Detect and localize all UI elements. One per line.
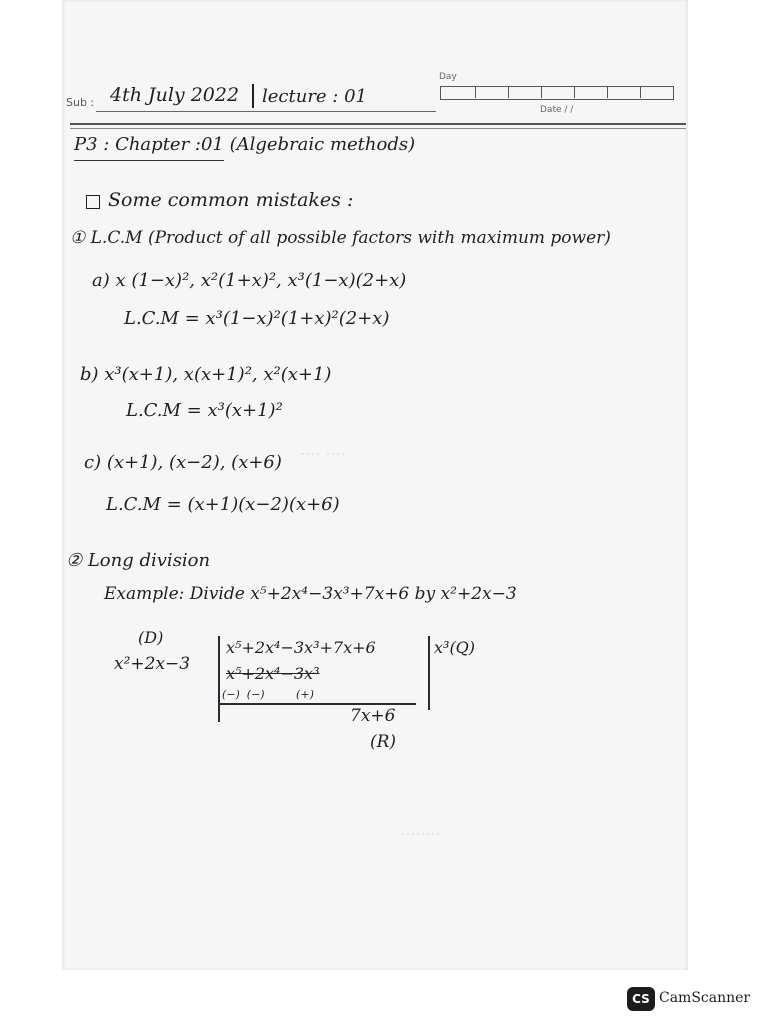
lecture-date: 4th July 2022 (110, 84, 240, 106)
subject-label: Sub : (66, 96, 95, 109)
day-box-divider (640, 86, 641, 98)
divisor: x²+2x−3 (114, 654, 191, 674)
division-right-bar (428, 636, 430, 710)
date-label: Date / / (540, 105, 574, 115)
day-box-divider (607, 86, 608, 98)
header-divider (252, 84, 254, 108)
day-box-divider (574, 86, 575, 98)
lcm-a-result: L.C.M = x³(1−x)²(1+x)²(2+x) (124, 308, 390, 329)
lcm-a-expression: a) x (1−x)², x²(1+x)², x³(1−x)(2+x) (92, 270, 407, 291)
division-left-bar (218, 636, 220, 722)
camscanner-brand: CamScanner (659, 990, 751, 1006)
day-box-divider (508, 86, 509, 98)
bleed-through-text: ........ (400, 820, 441, 839)
section-heading: Some common mistakes : (108, 189, 354, 211)
subtracted-terms: x⁵+2x⁴−3x³ (226, 664, 320, 683)
day-label: Day (439, 72, 457, 82)
lcm-b-result: L.C.M = x³(x+1)² (126, 400, 283, 421)
checkbox-icon (86, 195, 100, 209)
lcm-c-expression: c) (x+1), (x−2), (x+6) (84, 452, 282, 473)
long-division-example: Example: Divide x⁵+2x⁴−3x³+7x+6 by x²+2x−3 (104, 584, 517, 604)
chapter-underline (74, 160, 224, 161)
bleed-through-text: .... .... (300, 440, 346, 459)
header-rule (70, 128, 686, 129)
divisor-tag: (D) (138, 628, 164, 647)
lcm-c-result: L.C.M = (x+1)(x−2)(x+6) (106, 494, 340, 515)
division-underline (220, 703, 416, 705)
chapter-title: P3 : Chapter :01 (Algebraic methods) (74, 134, 416, 155)
subject-underline (96, 111, 436, 112)
remainder-tag: (R) (370, 732, 397, 752)
remainder: 7x+6 (350, 706, 396, 726)
quotient: x³(Q) (434, 638, 476, 657)
day-box-divider (475, 86, 476, 98)
camscanner-logo-icon: CS (627, 987, 655, 1011)
dividend: x⁵+2x⁴−3x³+7x+6 (226, 638, 376, 657)
lcm-heading: ① L.C.M (Product of all possible factors with maximum power) (70, 228, 611, 248)
subtraction-signs: (−) (−) (+) (222, 688, 314, 701)
day-box-divider (541, 86, 542, 98)
lcm-b-expression: b) x³(x+1), x(x+1)², x²(x+1) (80, 364, 332, 385)
header-rule (70, 123, 686, 125)
lecture-number: lecture : 01 (262, 86, 367, 107)
long-division-heading: ② Long division (66, 550, 211, 571)
